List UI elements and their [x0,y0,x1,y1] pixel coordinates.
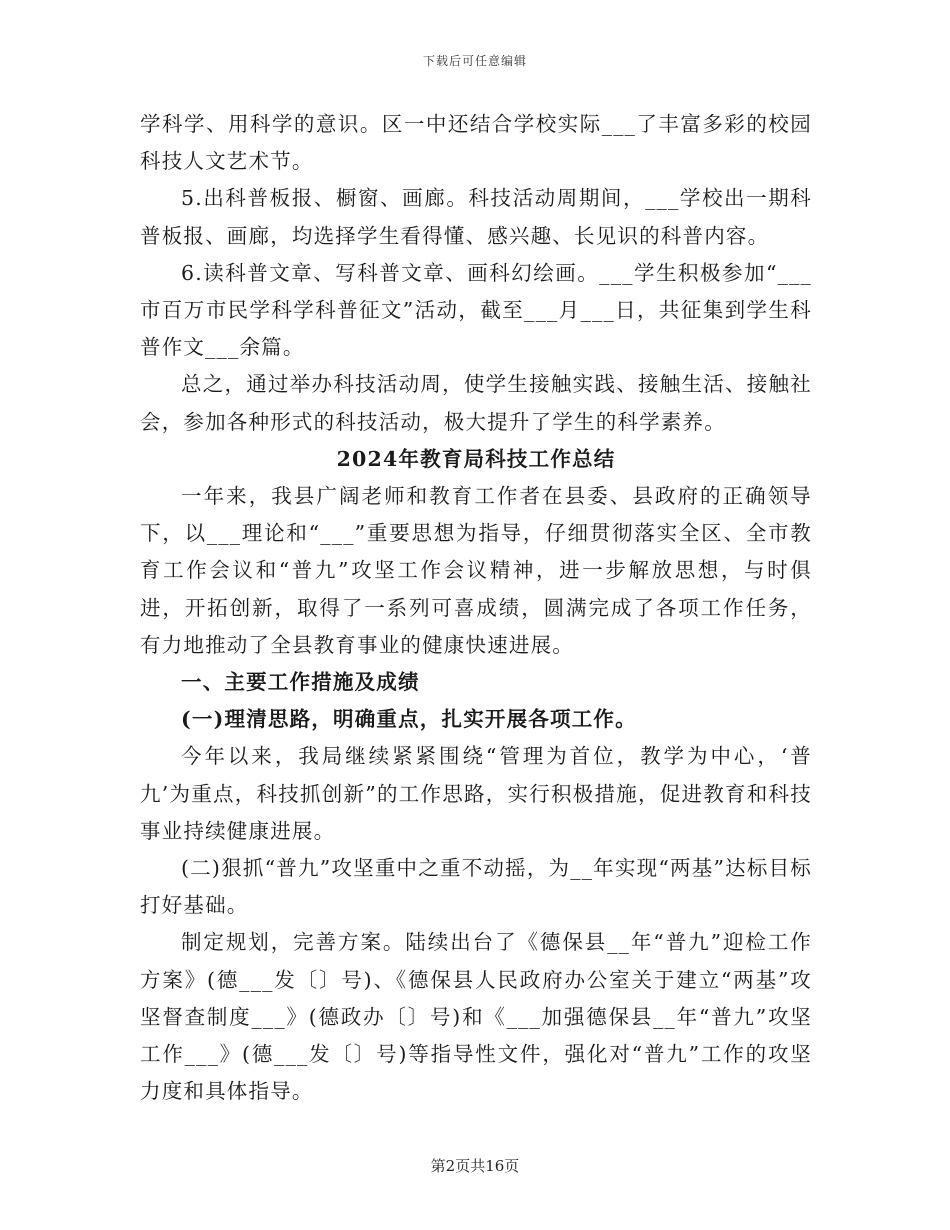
section-heading: 一、主要工作措施及成绩 [181,670,420,695]
paragraph-summary: 总之，通过举办科技活动周，使学生接触实践、接触生活、接触社会，参加各种形式的科技活动，极大提升了学生的科学素养。 [140,372,812,434]
document-title: 2024年教育局科技工作总结 [336,446,616,471]
page-number: 第2页共16页 [430,1157,520,1175]
document-body [140,106,812,1110]
paragraph-continuation: 学科学、用科学的意识。区一中还结合学校实际___了丰富多彩的校园科技人文艺术节。 [140,112,812,174]
paragraph-planning: 制定规划，完善方案。陆续出台了《德保县__年“普九”迎检工作方案》(德___发〔〕号)、《德保县人民政府办公室关于建立“两基”攻坚督查制度___》(德政办〔〕号)和《___加强德保县__年“普九”攻坚工作___》(德___发〔〕号)等指导性文件，强化对“普九”工作的攻坚力度和具体指导。 [140,930,812,1104]
page-header-note: 下载后可任意编辑 [422,54,527,68]
paragraph-subsection-2: (二)狠抓“普九”攻坚重中之重不动摇，为__年实现“两基”达标目标打好基础。 [140,856,812,918]
subsection-heading: (一)理清思路，明确重点，扎实开展各项工作。 [181,707,637,732]
paragraph-item-5: 5.出科普板报、橱窗、画廊。科技活动周期间，___学校出一期科普板报、画廊，均选择学生看得懂、感兴趣、长见识的科普内容。 [140,186,812,248]
paragraph-item-6: 6.读科普文章、写科普文章、画科幻绘画。___学生积极参加“___市百万市民学科学科普征文”活动，截至___月___日，共征集到学生科普作文___余篇。 [140,260,812,360]
paragraph-intro: 一年来，我县广阔老师和教育工作者在县委、县政府的正确领导下，以___理论和“___”重要思想为指导，仔细贯彻落实全区、全市教育工作会议和“普九”攻坚工作会议精神，进一步解放思想，与时俱进，开拓创新，取得了一系列可喜成绩，圆满完成了各项工作任务，有力地推动了全县教育事业的健康快速进展。 [140,484,812,657]
paragraph-approach: 今年以来，我局继续紧紧围绕“管理为首位，教学为中心，‘普九’为重点，科技抓创新”的工作思路，实行积极措施，促进教育和科技事业持续健康进展。 [140,744,812,843]
